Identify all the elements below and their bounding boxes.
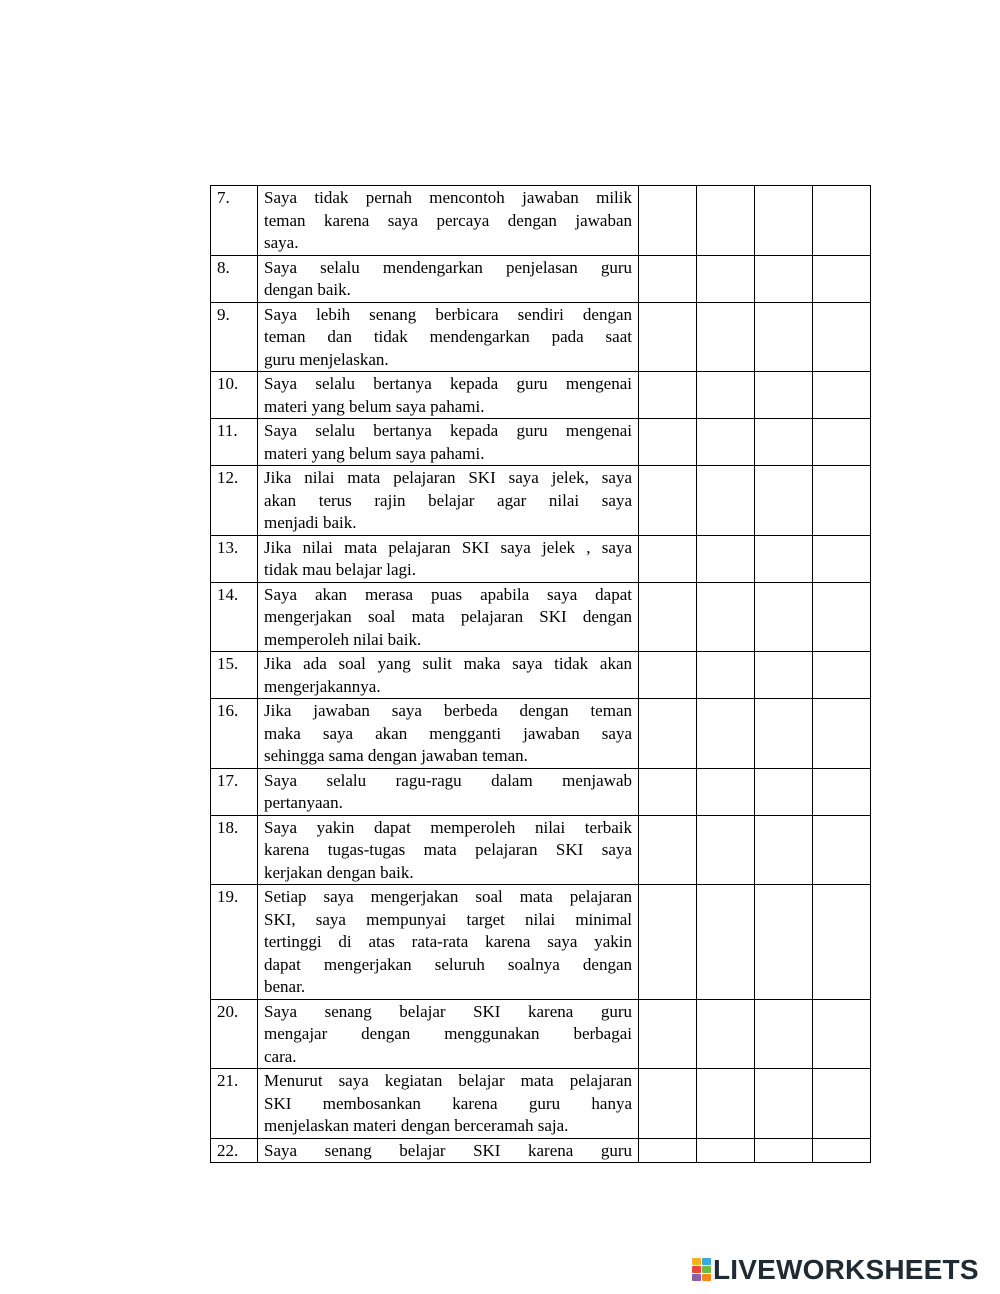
- statement-text: [258, 1069, 639, 1139]
- answer-cell-1[interactable]: [639, 466, 697, 536]
- statement-line: Saya tidak pernah mencontoh jawaban milik: [264, 188, 632, 207]
- statement-line: sehingga sama dengan jawaban teman.: [264, 746, 528, 765]
- item-number: 14.: [211, 582, 258, 652]
- table-row: [211, 255, 871, 302]
- answer-cell-3[interactable]: [755, 815, 813, 885]
- table-row: [211, 466, 871, 536]
- answer-cell-1[interactable]: [639, 1069, 697, 1139]
- answer-cell-2[interactable]: [697, 999, 755, 1069]
- answer-cell-2[interactable]: [697, 419, 755, 466]
- answer-cell-3[interactable]: [755, 885, 813, 1000]
- answer-cell-3[interactable]: [755, 372, 813, 419]
- statement-line: saya.: [264, 233, 299, 252]
- answer-cell-2[interactable]: [697, 699, 755, 769]
- table-row: [211, 302, 871, 372]
- statement-text: [258, 535, 639, 582]
- answer-cell-2[interactable]: [697, 186, 755, 256]
- statement-line: Saya selalu bertanya kepada guru mengenai: [264, 421, 632, 440]
- table-row: [211, 815, 871, 885]
- table-row: [211, 186, 871, 256]
- statement-line: maka saya akan mengganti jawaban saya: [264, 723, 632, 743]
- answer-cell-1[interactable]: [639, 768, 697, 815]
- answer-cell-4[interactable]: [813, 1069, 871, 1139]
- logo-square: [702, 1266, 711, 1273]
- statement-text: [258, 699, 639, 769]
- answer-cell-1[interactable]: [639, 699, 697, 769]
- table-row: [211, 885, 871, 1000]
- answer-cell-4[interactable]: [813, 466, 871, 536]
- answer-cell-2[interactable]: [697, 815, 755, 885]
- table-row: [211, 535, 871, 582]
- answer-cell-3[interactable]: [755, 466, 813, 536]
- item-number: 18.: [211, 815, 258, 885]
- statement-line: mengerjakan soal mata pelajaran SKI dengan: [264, 607, 632, 626]
- table-row: [211, 1138, 871, 1163]
- statement-line: menjelaskan materi dengan berceramah saja.: [264, 1116, 569, 1135]
- statement-line: menjadi baik.: [264, 513, 357, 532]
- statement-text: [258, 999, 639, 1069]
- statement-line: Saya selalu ragu-ragu dalam menjawab: [264, 770, 632, 790]
- item-number: 21.: [211, 1069, 258, 1139]
- answer-cell-4[interactable]: [813, 652, 871, 699]
- answer-cell-3[interactable]: [755, 652, 813, 699]
- statement-text: [258, 255, 639, 302]
- statement-line: Menurut saya kegiatan belajar mata pelajaran: [264, 1071, 632, 1090]
- statement-line: materi yang belum saya pahami.: [264, 396, 485, 416]
- statement-line: Saya selalu mendengarkan penjelasan guru: [264, 257, 632, 277]
- statement-text: [258, 885, 639, 1000]
- answer-cell-3[interactable]: [755, 419, 813, 466]
- answer-cell-4[interactable]: [813, 419, 871, 466]
- statement-line: memperoleh nilai baik.: [264, 629, 422, 649]
- answer-cell-1[interactable]: [639, 815, 697, 885]
- table-row: [211, 999, 871, 1069]
- statement-line: teman karena saya percaya dengan jawaban: [264, 210, 632, 230]
- answer-cell-3[interactable]: [755, 302, 813, 372]
- answer-cell-1[interactable]: [639, 999, 697, 1069]
- item-number: 7.: [211, 186, 258, 256]
- statement-line: akan terus rajin belajar agar nilai saya: [264, 490, 632, 510]
- answer-cell-3[interactable]: [755, 255, 813, 302]
- answer-cell-4[interactable]: [813, 815, 871, 885]
- answer-cell-3[interactable]: [755, 535, 813, 582]
- item-number: 8.: [211, 255, 258, 302]
- answer-cell-4[interactable]: [813, 699, 871, 769]
- liveworksheets-brand: [692, 1254, 979, 1285]
- item-number: 12.: [211, 466, 258, 536]
- item-number: 19.: [211, 885, 258, 1000]
- statement-text: [258, 372, 639, 419]
- answer-cell-1[interactable]: [639, 1138, 697, 1163]
- answer-cell-1[interactable]: [639, 652, 697, 699]
- table-row: [211, 1069, 871, 1139]
- statement-line: Saya lebih senang berbicara sendiri dengan: [264, 304, 632, 324]
- brand-text: LIVEWORKSHEETS: [713, 1254, 979, 1285]
- statement-text: [258, 419, 639, 466]
- table-row: [211, 652, 871, 699]
- answer-cell-1[interactable]: [639, 255, 697, 302]
- answer-cell-3[interactable]: [755, 1069, 813, 1139]
- statement-line: mengajar dengan menggunakan berbagai: [264, 1024, 632, 1043]
- item-number: 15.: [211, 652, 258, 699]
- table-row: [211, 768, 871, 815]
- logo-square: [692, 1274, 701, 1281]
- logo-square: [692, 1266, 701, 1273]
- statement-line: Saya senang belajar SKI karena guru: [264, 1140, 632, 1160]
- statement-line: kerjakan dengan baik.: [264, 862, 414, 882]
- item-number: 22.: [211, 1138, 258, 1163]
- statement-line: tertinggi di atas rata-rata karena saya yakin: [264, 932, 632, 951]
- item-number: 20.: [211, 999, 258, 1069]
- answer-cell-1[interactable]: [639, 302, 697, 372]
- questionnaire-table: [210, 185, 871, 1163]
- answer-cell-4[interactable]: [813, 255, 871, 302]
- statement-line: teman dan tidak mendengarkan pada saat: [264, 327, 632, 346]
- answer-cell-3[interactable]: [755, 699, 813, 769]
- answer-cell-2[interactable]: [697, 1069, 755, 1139]
- answer-cell-2[interactable]: [697, 255, 755, 302]
- answer-cell-4[interactable]: [813, 999, 871, 1069]
- item-number: 11.: [211, 419, 258, 466]
- answer-cell-1[interactable]: [639, 535, 697, 582]
- item-number: 16.: [211, 699, 258, 769]
- statement-line: SKI, saya mempunyai target nilai minimal: [264, 909, 632, 929]
- statement-line: dengan baik.: [264, 280, 351, 299]
- statement-line: Jika nilai mata pelajaran SKI saya jelek, saya: [264, 468, 632, 487]
- table-row: [211, 372, 871, 419]
- item-number: 9.: [211, 302, 258, 372]
- statement-text: [258, 1138, 639, 1163]
- answer-cell-1[interactable]: [639, 419, 697, 466]
- table-row: [211, 419, 871, 466]
- answer-cell-2[interactable]: [697, 372, 755, 419]
- answer-cell-3[interactable]: [755, 999, 813, 1069]
- answer-cell-1[interactable]: [639, 885, 697, 1000]
- statement-line: mengerjakannya.: [264, 676, 381, 696]
- answer-cell-1[interactable]: [639, 582, 697, 652]
- answer-cell-3[interactable]: [755, 768, 813, 815]
- answer-cell-4[interactable]: [813, 768, 871, 815]
- statement-line: Saya senang belajar SKI karena guru: [264, 1001, 632, 1021]
- statement-text: [258, 582, 639, 652]
- statement-line: Jika nilai mata pelajaran SKI saya jelek , saya: [264, 537, 632, 557]
- answer-cell-2[interactable]: [697, 885, 755, 1000]
- table-row: [211, 582, 871, 652]
- statement-text: [258, 466, 639, 536]
- item-number: 13.: [211, 535, 258, 582]
- statement-line: materi yang belum saya pahami.: [264, 443, 485, 463]
- answer-cell-2[interactable]: [697, 582, 755, 652]
- answer-cell-2[interactable]: [697, 768, 755, 815]
- answer-cell-4[interactable]: [813, 1138, 871, 1163]
- statement-line: cara.: [264, 1046, 297, 1066]
- statement-line: Setiap saya mengerjakan soal mata pelajaran: [264, 887, 632, 906]
- answer-cell-2[interactable]: [697, 1138, 755, 1163]
- statement-line: Saya yakin dapat memperoleh nilai terbaik: [264, 817, 632, 837]
- answer-cell-2[interactable]: [697, 466, 755, 536]
- answer-cell-3[interactable]: [755, 1138, 813, 1163]
- statement-line: Jika jawaban saya berbeda dengan teman: [264, 701, 632, 720]
- answer-cell-4[interactable]: [813, 582, 871, 652]
- logo-square: [702, 1274, 711, 1281]
- answer-cell-4[interactable]: [813, 885, 871, 1000]
- answer-cell-3[interactable]: [755, 186, 813, 256]
- table-row: [211, 699, 871, 769]
- logo-square: [692, 1258, 701, 1265]
- answer-cell-4[interactable]: [813, 186, 871, 256]
- item-number: 17.: [211, 768, 258, 815]
- liveworksheets-logo-icon: [692, 1258, 711, 1282]
- answer-cell-4[interactable]: [813, 302, 871, 372]
- answer-cell-3[interactable]: [755, 582, 813, 652]
- answer-cell-2[interactable]: [697, 302, 755, 372]
- item-number: 10.: [211, 372, 258, 419]
- answer-cell-4[interactable]: [813, 535, 871, 582]
- statement-line: guru menjelaskan.: [264, 349, 389, 369]
- statement-text: [258, 768, 639, 815]
- logo-square: [702, 1258, 711, 1265]
- statement-line: pertanyaan.: [264, 793, 343, 812]
- statement-text: [258, 652, 639, 699]
- statement-line: Jika ada soal yang sulit maka saya tidak akan: [264, 654, 632, 673]
- statement-line: karena tugas-tugas mata pelajaran SKI saya: [264, 840, 632, 859]
- statement-line: Saya selalu bertanya kepada guru mengenai: [264, 374, 632, 393]
- statement-text: [258, 186, 639, 256]
- statement-line: SKI membosankan karena guru hanya: [264, 1093, 632, 1113]
- statement-text: [258, 302, 639, 372]
- statement-line: dapat mengerjakan seluruh soalnya dengan: [264, 954, 632, 974]
- statement-line: tidak mau belajar lagi.: [264, 560, 416, 579]
- statement-line: Saya akan merasa puas apabila saya dapat: [264, 584, 632, 604]
- answer-cell-1[interactable]: [639, 372, 697, 419]
- answer-cell-2[interactable]: [697, 535, 755, 582]
- answer-cell-2[interactable]: [697, 652, 755, 699]
- statement-line: benar.: [264, 977, 306, 996]
- answer-cell-4[interactable]: [813, 372, 871, 419]
- answer-cell-1[interactable]: [639, 186, 697, 256]
- statement-text: [258, 815, 639, 885]
